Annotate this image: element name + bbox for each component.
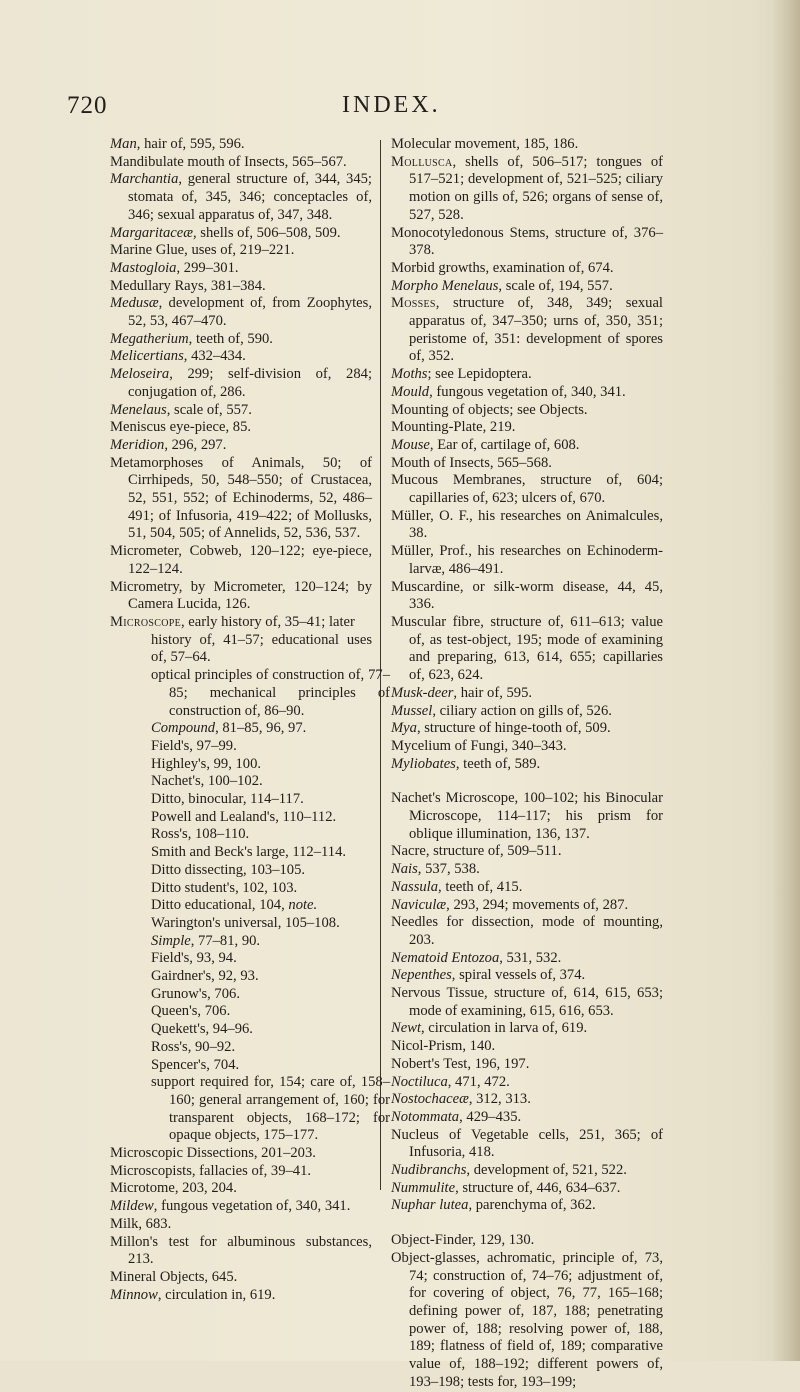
index-entry [151,844,390,862]
index-entry-text: Microtome, 203, 204. [110,1180,237,1197]
index-entry-text: , teeth of, 415. [438,878,523,895]
index-entry [391,260,663,278]
index-entry-heading: Minnow [110,1286,158,1303]
index-entry [391,1091,663,1109]
index-entry-heading: Compound [151,720,216,737]
index-entry [391,508,663,543]
index-entry [110,419,372,437]
index-entry [391,756,663,774]
index-entry-text: , 296, 297. [164,436,227,453]
index-entry-heading: Mastogloia [110,259,177,276]
index-entry [391,419,663,437]
index-entry [110,402,372,420]
index-entry-text: , circulation in larva of, 619. [421,1020,588,1037]
index-entry-text: Smith and Beck's large, 112–114. [151,844,347,861]
index-entry-text: Mounting of objects; see Objects. [391,401,588,418]
index-entry-heading: Menelaus [110,401,167,418]
index-entry-text: history of, 41–57; educational uses of, 57–64. [151,631,372,666]
index-entry-text: , shells of, 506–508, 509. [192,224,341,241]
index-entry [110,579,372,614]
index-entry-heading: Meridion [110,436,165,453]
index-entry [391,967,663,985]
index-entry-text: Spencer's, 704. [151,1056,240,1073]
index-entry [391,843,663,861]
index-entry [110,1216,372,1234]
index-entry [151,809,390,827]
page-edge-shadow [772,0,800,1361]
index-entry [391,1109,663,1127]
index-entry-text: , ciliary action on gills of, 526. [432,702,612,719]
index-entry-text: Mineral Objects, 645. [110,1269,238,1285]
index-entry [391,225,663,260]
index-entry-text: Micrometer, Cobweb, 120–122; eye-piece, 122–124. [110,543,372,577]
index-entry-text: , 293, 294; movements of, 287. [446,896,629,913]
index-entry-text: Nacre, structure of, 509–511. [391,843,562,860]
index-entry-text: Millon's test for albuminous substances, 213. [110,1233,372,1268]
index-entry [151,773,390,791]
index-entry-text: Nobert's Test, 196, 197. [391,1055,530,1072]
index-entry-text: Muscular fibre, structure of, 611–613; value of, as test-object, 195; mode of examining and preparing, 613, 614, 655; capillaries of, 623, 624. [391,613,663,684]
index-entry [151,1003,390,1021]
index-entry [151,915,390,933]
index-entry-text: Medullary Rays, 381–384. [110,277,266,294]
page-number: 720 [67,92,108,119]
index-entry [151,667,390,720]
index-entry-text: , hair of, 595, 596. [136,136,245,152]
index-entry [110,278,372,296]
index-entry-text: Morbid growths, examination of, 674. [391,259,614,276]
index-entry-text: , fungous vegetation of, 340, 341. [153,1198,351,1215]
index-entry [110,331,372,349]
index-entry-heading: Nudibranchs [391,1162,467,1179]
index-entry-heading: Nais [391,861,418,878]
index-entry-heading: Margaritaceæ [110,224,193,241]
index-entry-text: Quekett's, 94–96. [151,1021,253,1038]
index-entry-text: Warington's universal, 105–108. [151,914,340,931]
index-entry-heading: Meloseira [110,366,170,383]
index-entry-text: Nervous Tissue, structure of, 614, 615, 653; mode of examining, 615, 616, 653. [391,985,663,1019]
index-entry-heading: Simple [151,932,191,949]
index-entry-text: , spiral vessels of, 374. [451,967,586,984]
index-entry [391,1020,663,1038]
index-entry-text: , circulation in, 619. [157,1286,276,1303]
index-entry-heading: Nuphar lutea [391,1197,469,1214]
index-entry-text: , 81–85, 96, 97. [215,720,307,737]
index-entry-text: , general structure of, 344, 345; stomata of, 345, 346; conceptacles of, 346; sexual apparatus of, 347, 348. [128,171,372,223]
index-entry [391,685,663,703]
index-entry [391,455,663,473]
index-entry [391,1056,663,1074]
index-entry [391,1074,663,1092]
index-entry-heading: Melicertians [110,348,184,365]
index-entry-text: Field's, 93, 94. [151,950,237,967]
index-entry-text: Müller, O. F., his researches on Animalcules, 38. [391,507,663,542]
index-entry-heading: Naviculæ [391,896,447,913]
index-entry-text: , development of, from Zoophytes, 52, 53, 467–470. [128,295,372,330]
index-entry [110,543,372,578]
index-entry-text: Microscopic Dissections, 201–203. [110,1145,316,1162]
index-entry-heading: Megatherium [110,330,189,347]
index-entry-text: Ditto student's, 102, 103. [151,879,298,896]
index-entry-heading: Nepenthes [391,967,452,984]
index-entry [110,1163,372,1181]
index-entry [151,933,390,951]
index-entry-text: , 429–435. [459,1108,522,1125]
index-entry-text: optical principles of construction of, 77–85; mechanical principles of construction of, 86–90. [151,667,390,719]
index-entry [110,242,372,260]
index-entry [151,880,390,898]
index-entry [151,756,390,774]
index-entry-text: Queen's, 706. [151,1003,231,1020]
index-entry [391,384,663,402]
index-entry-heading: Notommata [391,1108,460,1125]
index-entry-heading: Man [110,136,137,152]
index-entry-heading: Mould [391,383,430,400]
index-entry [391,914,663,949]
index-entry [391,579,663,614]
index-entry-text: Nicol-Prism, 140. [391,1038,496,1055]
index-entry [151,1021,390,1039]
index-entry-text: Muscardine, or silk-worm disease, 44, 45, 336. [391,578,663,613]
index-entry-text: , scale of, 557. [166,401,252,418]
index-entry-text: , structure of, 348, 349; sexual apparatus of, 347–350; urns of, 350, 351; peristome of, 351: development of spores of, 352. [409,295,663,365]
index-entry-text: Mandibulate mouth of Insects, 565–567. [110,153,347,170]
index-entry-text: Ross's, 90–92. [151,1038,236,1055]
index-entry [391,402,663,420]
index-entry [110,154,372,172]
index-entry [110,1145,372,1163]
index-entry [391,1180,663,1198]
index-entry-text: , teeth of, 590. [188,330,273,347]
index-entry [391,1038,663,1056]
index-entry-heading: Mussel [391,702,433,719]
index-entry-text: Grunow's, 706. [151,985,240,1002]
index-entry-text: Ditto educational, 104, [151,897,289,914]
index-entry-text: Ditto dissecting, 103–105. [151,861,306,878]
index-entry-text: , 432–434. [183,348,246,365]
index-entry-text: Meniscus eye-piece, 85. [110,419,252,436]
index-entry-text: , scale of, 194, 557. [498,277,613,294]
index-entry [391,543,663,578]
index-entry [391,1197,663,1215]
index-column-left [110,136,390,1304]
index-entry-text: Powell and Lealand's, 110–112. [151,808,337,825]
index-entry [151,632,372,667]
index-entry-text: , 312, 313. [468,1091,531,1108]
index-entry [391,366,663,384]
index-entry-text: Nachet's, 100–102. [151,773,263,790]
index-entry-text: Mucous Membranes, structure of, 604; capillaries of, 623; ulcers of, 670. [391,472,663,507]
index-entry-text: , 531, 532. [499,949,562,966]
index-entry-text: Monocotyledonous Stems, structure of, 376–378. [391,224,663,259]
index-entry-text: , 299–301. [176,259,239,276]
index-entry-text: Needles for dissection, mode of mounting, 203. [391,914,663,948]
index-entry [110,1234,372,1269]
index-entry-text: Gairdner's, 92, 93. [151,968,259,985]
index-entry [391,472,663,507]
index-entry-text: , early history of, 35–41; later [181,613,355,630]
index-entry [151,791,390,809]
index-entry-heading: Marchantia [110,171,179,188]
index-entry-text: , Ear of, cartilage of, 608. [429,436,580,453]
index-entry-heading: Mildew [110,1198,154,1215]
index-entry-text: Highley's, 99, 100. [151,755,262,772]
index-entry [391,985,663,1020]
index-entry-heading: Moths [391,366,428,383]
index-entry-text: , structure of, 446, 634–637. [455,1179,621,1196]
index-entry-heading: Medusæ [110,295,159,312]
index-entry-text: Microscopists, fallacies of, 39–41. [110,1162,312,1179]
index-entry-heading: Morpho Menelaus [391,277,499,294]
index-entry-heading: Newt [391,1020,421,1037]
letter-gap [391,773,663,790]
index-entry [391,950,663,968]
index-entry-text: Object-glasses, achromatic, principle of, 73, 74; construction of, 74–76; adjustment of, for covering of object, 76, 77, 165–168; defining power of, 187, 188; penetrating power of, 188; resolving power of, 188, 189; flatness of field of, 189; comparative value of, 188–192; different powers of, 193–198; tests for, 193–199; [391,1249,663,1390]
index-entry-text: , fungous vegetation of, 340, 341. [429,383,626,400]
index-entry [391,703,663,721]
index-entry [110,260,372,278]
index-entry-text: , teeth of, 589. [455,755,541,772]
index-entry-heading: Noctiluca [391,1073,448,1090]
index-entry-text: Ditto, binocular, 114–117. [151,791,304,808]
index-entry-text: , structure of hinge-tooth of, 509. [416,720,611,737]
index-entry-text: , parenchyma of, 362. [468,1197,596,1214]
index-entry-heading: Mya [391,720,417,737]
index-entry-text: Field's, 97–99. [151,737,237,754]
index-entry [391,879,663,897]
index-entry-heading: Microscope [110,613,181,630]
index-entry [110,295,372,330]
index-entry-text: support required for, 154; care of, 158–160; general arrangement of, 160; for transparent objects, 168–172; for opaque objects, 175–177. [151,1074,390,1144]
running-head: INDEX. [342,92,441,118]
index-entry [110,455,372,544]
index-entry-heading: Myliobates [391,755,456,772]
letter-gap [391,1215,663,1232]
index-entry [110,1198,372,1216]
index-entry-text: , 537, 538. [417,861,480,878]
index-entry-text: , 299; self-division of, 284; conjugation of, 286. [128,366,372,400]
index-entry [151,950,390,968]
index-entry [110,136,372,154]
index-entry [391,1162,663,1180]
index-entry-heading: Nassula [391,878,439,895]
index-entry [110,225,372,243]
index-entry-text: Mycelium of Fungi, 340–343. [391,737,567,754]
index-entry [391,738,663,756]
index-entry-text: ; see Lepidoptera. [427,366,532,383]
index-entry [110,171,372,224]
index-entry [151,986,390,1004]
index-column-right [391,136,663,1392]
index-entry-text: Nachet's Microscope, 100–102; his Binocular Microscope, 114–117; his prism for oblique illumination, 136, 137. [391,790,663,842]
index-entry [151,1074,390,1145]
index-entry-text: , hair of, 595. [453,684,533,701]
index-entry [391,861,663,879]
index-entry-text: , 77–81, 90. [190,932,261,949]
index-entry [151,738,390,756]
index-entry [110,1269,372,1287]
index-entry [391,720,663,738]
index-entry-text: , 471, 472. [447,1073,510,1090]
index-entry [391,614,663,685]
index-entry [151,720,390,738]
index-entry [151,1039,390,1057]
index-entry-heading: Mouse [391,436,430,453]
index-entry-text: Müller, Prof., his researches on Echinoderm-larvæ, 486–491. [391,543,663,577]
index-entry-text: , development of, 521, 522. [466,1162,627,1179]
index-entry [391,278,663,296]
page-header [0,92,800,122]
index-entry-note: note. [288,897,318,914]
index-entry-text: Marine Glue, uses of, 219–221. [110,242,295,259]
index-entry-heading: Nostochaceæ [391,1091,469,1108]
index-entry [110,366,372,401]
index-entry-text: Metamorphoses of Animals, 50; of Cirrhipeds, 50, 548–550; of Crustacea, 52, 551, 552; of Echinoderms, 52, 486–491; of Infusoria, 419–422; of Mollusks, 51, 504, 505; of Annelids, 52, 536, 537. [110,454,372,542]
index-entry-text: Object-Finder, 129, 130. [391,1232,535,1249]
index-entry-text: Milk, 683. [110,1215,172,1232]
index-entry [391,1127,663,1162]
index-entry [151,968,390,986]
index-entry-text: Ross's, 108–110. [151,826,250,843]
index-entry [110,437,372,455]
index-entry-text: Mounting-Plate, 219. [391,419,516,436]
index-entry-heading: Nematoid Entozoa [391,949,500,966]
index-entry-text: Nucleus of Vegetable cells, 251, 365; of Infusoria, 418. [391,1126,663,1161]
index-entry-heading: Mollusca [391,153,453,170]
index-entry-heading: Musk-deer [391,684,454,701]
index-entry [110,1180,372,1198]
index-entry-text: Molecular movement, 185, 186. [391,136,579,152]
index-entry-text: Micrometry, by Micrometer, 120–124; by Camera Lucida, 126. [110,578,372,613]
index-entry [391,154,663,225]
index-entry-heading: Nummulite [391,1179,456,1196]
index-entry [391,897,663,915]
index-entry [151,862,390,880]
index-entry [391,1232,663,1250]
index-entry-heading: Mosses [391,295,436,312]
index-entry [391,295,663,366]
index-entry [391,1250,663,1392]
index-entry [151,826,390,844]
index-entry [110,1287,372,1305]
index-entry [110,614,372,632]
index-entry-text: Mouth of Insects, 565–568. [391,454,552,471]
index-entry [391,136,663,154]
index-entry-text: , shells of, 506–517; tongues of 517–521; development of, 521–525; ciliary motion on gills of, 526; organs of sense of, 527, 528. [409,153,663,223]
index-entry [391,437,663,455]
index-entry [151,897,390,915]
index-entry [110,348,372,366]
index-entry [391,790,663,843]
index-entry [151,1057,390,1075]
